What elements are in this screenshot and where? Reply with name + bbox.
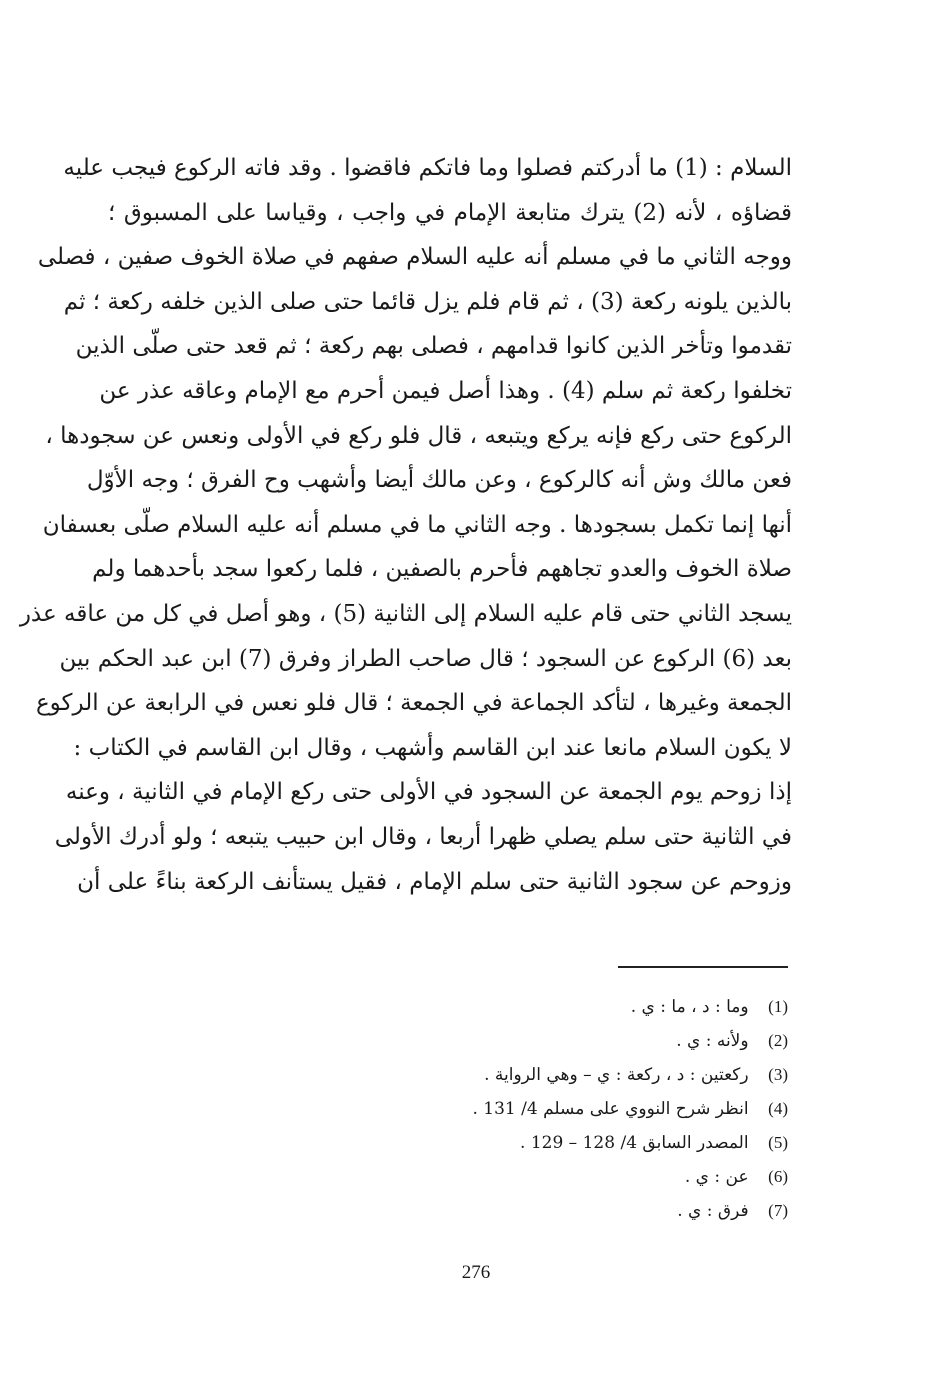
footnote-separator bbox=[618, 966, 788, 968]
footnotes-block bbox=[300, 990, 788, 1228]
text-line: وزوحم عن سجود الثانية حتى سلم الإمام ، فقيل يستأنف الركعة بناءً على أن bbox=[77, 868, 792, 895]
text-line: أنها إنما تكمل بسجودها . وجه الثاني ما في مسلم أنه عليه السلام صلّى بعسفان bbox=[42, 511, 792, 538]
text-line: قضاؤه ، لأنه (2) يترك متابعة الإمام في واجب ، وقياسا على المسبوق ؛ bbox=[108, 199, 792, 226]
text-line: الجمعة وغيرها ، لتأكد الجماعة في الجمعة ؛ قال فلو نعس في الرابعة عن الركوع bbox=[35, 690, 792, 717]
text-line: فعن مالك وش أنه كالركوع ، وعن مالك أيضا وأشهب وح الفرق ؛ وجه الأوّل bbox=[86, 467, 792, 494]
footnote-number: (1) bbox=[768, 997, 788, 1016]
footnote bbox=[300, 1160, 788, 1194]
footnote-text: ولأنه : ي . bbox=[676, 1031, 749, 1051]
text-line: في الثانية حتى سلم يصلي ظهرا أربعا ، وقال ابن حبيب يتبعه ؛ ولو أدرك الأولى bbox=[54, 823, 792, 850]
footnote-text: ركعتين : د ، ركعة : ي – وهي الرواية . bbox=[484, 1065, 749, 1085]
footnote-text: فرق : ي . bbox=[677, 1201, 749, 1221]
footnote-text: انظر شرح النووي على مسلم 4/ 131 . bbox=[472, 1099, 749, 1119]
text-line: يسجد الثاني حتى قام عليه السلام إلى الثانية (5) ، وهو أصل في كل من عاقه عذر bbox=[19, 600, 792, 627]
footnote-number: (3) bbox=[768, 1065, 788, 1084]
text-line: السلام : (1) ما أدركتم فصلوا وما فاتكم فاقضوا . وقد فاته الركوع فيجب عليه bbox=[63, 155, 792, 181]
text-line: لا يكون السلام مانعا عند ابن القاسم وأشهب ، وقال ابن القاسم في الكتاب : bbox=[73, 734, 792, 761]
footnote bbox=[300, 1194, 788, 1228]
text-line: بالذين يلونه ركعة (3) ، ثم قام فلم يزل قائما حتى صلى الذين خلفه ركعة ؛ ثم bbox=[63, 288, 792, 315]
page-number: 276 bbox=[461, 1262, 491, 1283]
footnote-number: (2) bbox=[768, 1031, 788, 1050]
main-text-block bbox=[19, 146, 792, 904]
text-line: إذا زوحم يوم الجمعة عن السجود في الأولى حتى ركع الإمام في الثانية ، وعنه bbox=[65, 779, 792, 806]
footnote-number: (6) bbox=[768, 1167, 788, 1186]
footnote-text: عن : ي . bbox=[684, 1167, 749, 1187]
footnote bbox=[300, 1024, 788, 1058]
footnote bbox=[300, 1126, 788, 1160]
text-line: تخلفوا ركعة ثم سلم (4) . وهذا أصل فيمن أحرم مع الإمام وعاقه عذر عن bbox=[99, 377, 792, 404]
text-line: الركوع حتى ركع فإنه يركع ويتبعه ، قال فلو ركع في الأولى ونعس عن سجودها ، bbox=[45, 422, 792, 449]
text-line: صلاة الخوف والعدو تجاههم فأحرم بالصفين ، فلما ركعوا سجد بأحدهما ولم bbox=[92, 556, 792, 583]
footnote bbox=[300, 1092, 788, 1126]
text-line: ووجه الثاني ما في مسلم أنه عليه السلام صفهم في صلاة الخوف صفين ، فصلى bbox=[37, 244, 792, 271]
footnote bbox=[300, 990, 788, 1024]
footnote-number: (7) bbox=[768, 1201, 788, 1220]
footnote-text: وما : د ، ما : ي . bbox=[630, 997, 749, 1017]
footnote-number: (5) bbox=[768, 1133, 788, 1152]
text-line: تقدموا وتأخر الذين كانوا قدامهم ، فصلى بهم ركعة ؛ ثم قعد حتى صلّى الذين bbox=[75, 333, 792, 360]
footnote-number: (4) bbox=[768, 1099, 788, 1118]
text-line: بعد (6) الركوع عن السجود ؛ قال صاحب الطراز وفرق (7) ابن عبد الحكم بين bbox=[59, 645, 792, 672]
footnote-text: المصدر السابق 4/ 128 – 129 . bbox=[520, 1133, 749, 1153]
footnote bbox=[300, 1058, 788, 1092]
